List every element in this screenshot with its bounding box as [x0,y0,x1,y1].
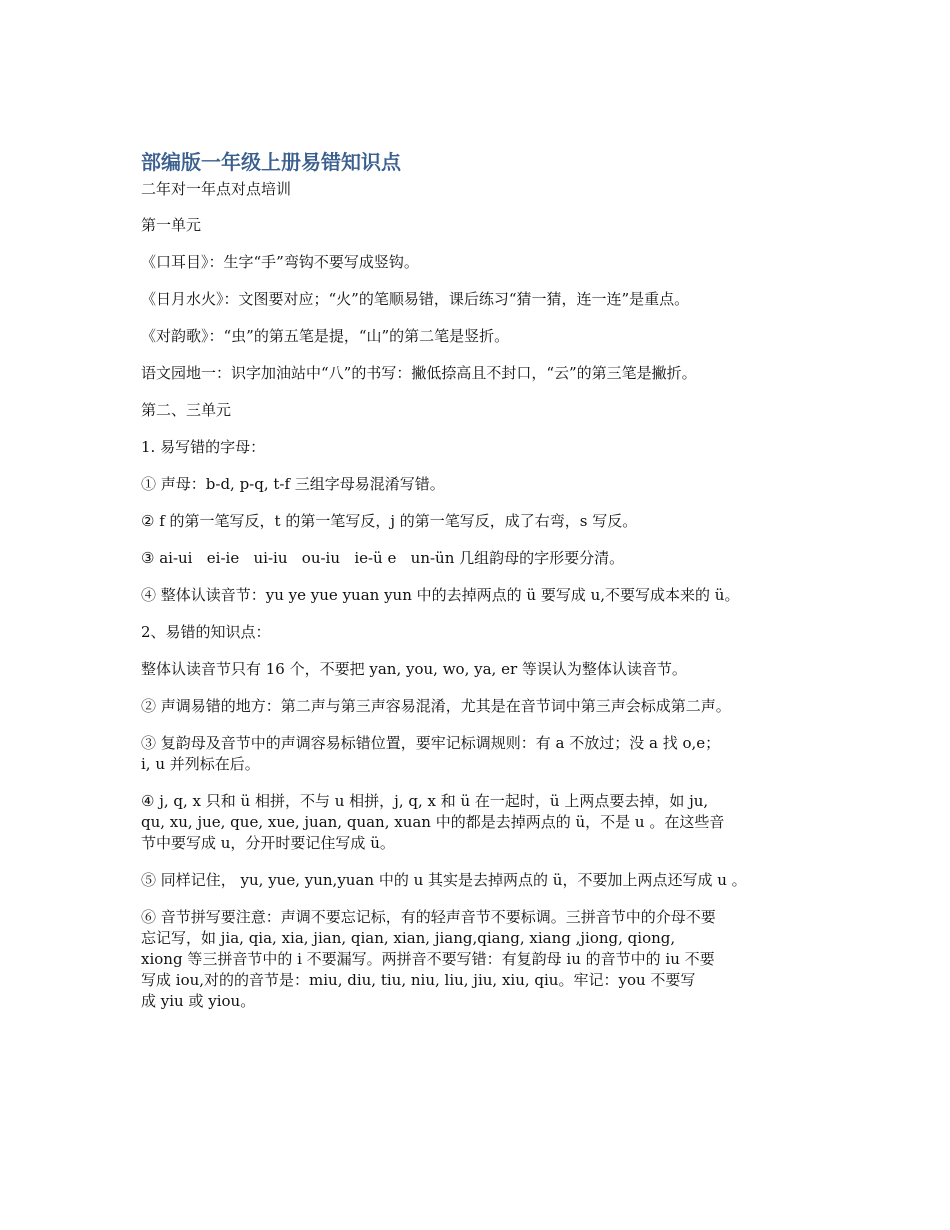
paragraph: 整体认读音节只有 16 个，不要把 yan, you, wo, ya, er 等误认为整体认读音节。 [141,660,687,678]
document-subtitle: 二年对一年点对点培训 [141,180,292,198]
section-heading-unit-2-3: 第二、三单元 [141,401,232,419]
list-item: ③ 复韵母及音节中的声调容易标错位置，要牢记标调规则：有 a 不放过；没 a 找 o,e； i, u 并列标在后。 [141,734,721,773]
list-item: ② 声调易错的地方：第二声与第三声容易混淆，尤其是在音节词中第三声会标成第二声。 [141,697,731,715]
list-item: ② f 的第一笔写反，t 的第一笔写反，j 的第一笔写反，成了右弯，s 写反。 [141,512,638,530]
paragraph: 《口耳目》：生字“手”弯钩不要写成竖钩。 [141,253,419,271]
list-item: ⑤ 同样记住， yu, yue, yun,yuan 中的 u 其实是去掉两点的 ü，不要加上两点还写成 u 。 [141,871,747,889]
list-item: ③ ai-ui ei-ie ui-iu ou-iu ie-ü e un-ün 几组韵母的字形要分清。 [141,549,625,567]
list-item: ⑥ 音节拼写要注意：声调不要忘记标，有的轻声音节不要标调。三拼音节中的介母不要 忘记写，如 jia, qia, xia, jian, qian, xian, jiang,qiang, xiang ,jiong, qiong, xiong 等三拼音节中的 i 不要漏写。两拼音不要写错：有复韵母 iu 的音节中的 iu 不要 写成 iou,对的的音节是：miu, diu, tiu, niu, liu, jiu, xiu, qiu。牢记：you 不要写 成 yiu 或 yiou。 [141,908,716,1010]
list-item: ④ j, q, x 只和 ü 相拼，不与 u 相拼，j, q, x 和 ü 在一起时，ü 上两点要去掉，如 ju, qu, xu, jue, que, xue, juan, quan, xuan 中的都是去掉两点的 ü，不是 u 。在这些音 节中要写成 u，分开时要记住写成 ü。 [141,792,725,852]
list-item: ① 声母：b-d, p-q, t-f 三组字母易混淆写错。 [141,475,445,493]
section-heading-unit-1: 第一单元 [141,216,202,234]
paragraph: 语文园地一：识字加油站中“八”的书写：撇低捺高且不封口，“云”的第三笔是撇折。 [141,364,697,382]
list-item: ④ 整体认读音节：yu ye yue yuan yun 中的去掉两点的 ü 要写成 u,不要写成本来的 ü。 [141,586,740,604]
document-body [141,215,817,1012]
subheading: 2、易错的知识点： [141,623,271,641]
paragraph: 《日月水火》：文图要对应；“火”的笔顺易错，课后练习“猜一猜，连一连”是重点。 [141,290,690,308]
subheading: 1. 易写错的字母： [141,438,266,456]
document-page [141,148,817,1028]
document-title: 部编版一年级上册易错知识点 [141,150,401,174]
paragraph: 《对韵歌》：“虫”的第五笔是提，“山”的第二笔是竖折。 [141,327,510,345]
